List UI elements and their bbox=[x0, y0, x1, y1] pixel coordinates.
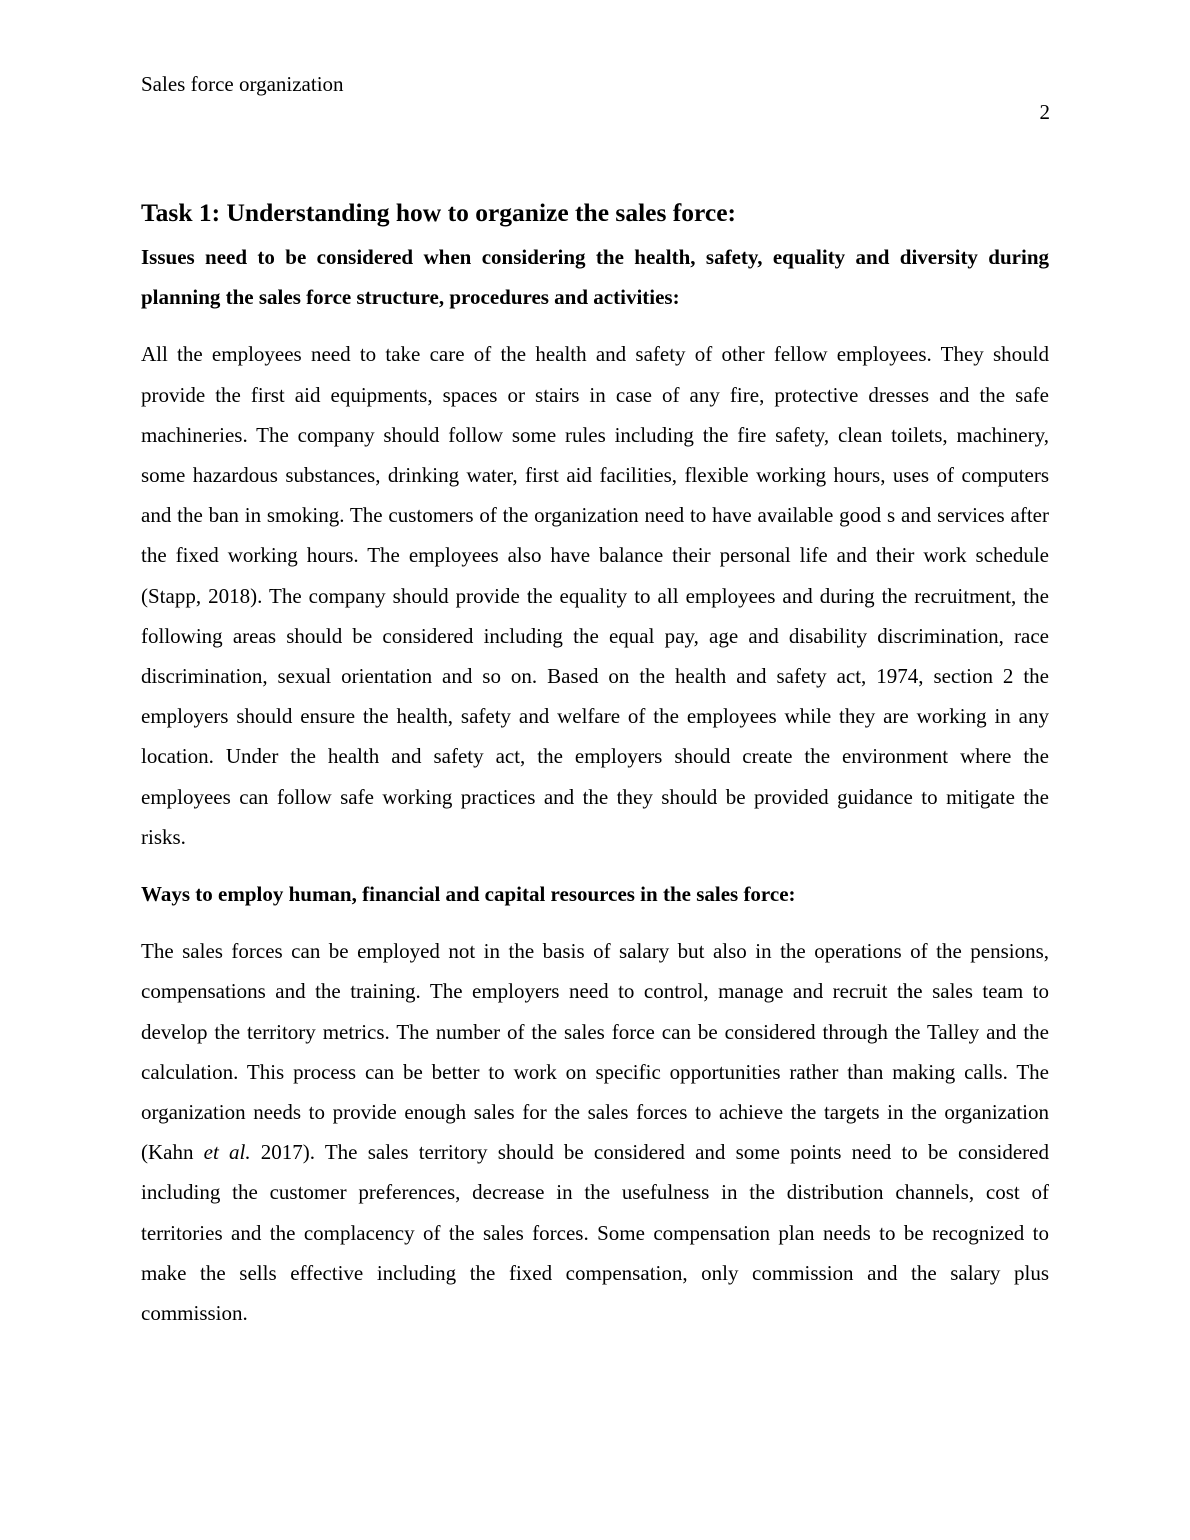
section2-heading: Ways to employ human, financial and capital resources in the sales force: bbox=[141, 882, 796, 907]
page-number: 2 bbox=[1039, 100, 1050, 124]
task-heading: Task 1: Understanding how to organize the sales force: bbox=[141, 198, 737, 227]
section2-text-part2: 2017). The sales territory should be considered and some points need to be considered including the customer preferences, decrease in the usefulness in the distribution channels, cost of territories and the complacency of the sales forces. Some compensation plan needs to be recognized to make the sells effective including the fixed compensation, only commission and the salary plus commission. bbox=[141, 1140, 1049, 1326]
document-body bbox=[141, 194, 1049, 1350]
section2-citation-italic: et al. bbox=[203, 1140, 251, 1165]
section2-text-part1: The sales forces can be employed not in the basis of salary but also in the operations of the pensions, compensations and the training. The employers need to control, manage and recruit the sales team to develop the territory metrics. The number of the sales force can be considered through the Talley and the calculation. This process can be better to work on specific opportunities rather than making calls. The organization needs to provide enough sales for the sales forces to achieve the targets in the organization (Kahn bbox=[141, 939, 1049, 1165]
section2-paragraph bbox=[141, 931, 1049, 1333]
running-head: Sales force organization bbox=[141, 72, 344, 96]
section1-heading: Issues need to be considered when considering the health, safety, equality and diversity during planning the sales force structure, procedures and activities: bbox=[141, 245, 1049, 310]
section1-paragraph: All the employees need to take care of the health and safety of other fellow employees. They should provide the first aid equipments, spaces or stairs in case of any fire, protective dresses and the safe machineries. The company should follow some rules including the fire safety, clean toilets, machinery, some hazardous substances, drinking water, first aid facilities, flexible working hours, uses of computers and the ban in smoking. The customers of the organization need to have available good s and services after the fixed working hours. The employees also have balance their personal life and their work schedule (Stapp, 2018). The company should provide the equality to all employees and during the recruitment, the following areas should be considered including the equal pay, age and disability discrimination, race discrimination, sexual orientation and so on. Based on the health and safety act, 1974, section 2 the employers should ensure the health, safety and welfare of the employees while they are working in any location. Under the health and safety act, the employers should create the environment where the employees can follow safe working practices and the they should be provided guidance to mitigate the risks. bbox=[141, 342, 1049, 849]
